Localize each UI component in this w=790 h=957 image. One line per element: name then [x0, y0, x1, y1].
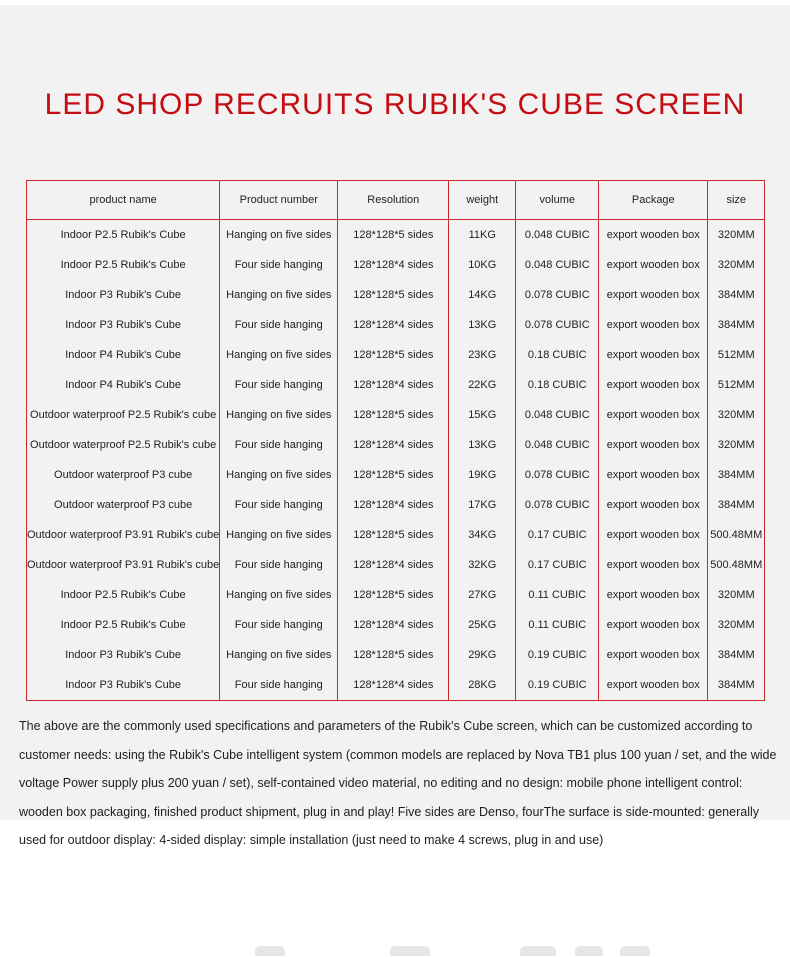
cell-resolution: 128*128*4 sides: [338, 610, 449, 640]
cell-weight: 14KG: [449, 280, 516, 310]
cell-weight: 28KG: [449, 670, 516, 701]
cell-product-name: Indoor P2.5 Rubik's Cube: [27, 250, 220, 280]
cell-size: 320MM: [717, 619, 755, 631]
cell-resolution: 128*128*4 sides: [338, 490, 449, 520]
cell-product-number: Four side hanging: [220, 550, 338, 580]
cell-size: 384MM: [717, 469, 755, 481]
table-row: [27, 400, 765, 430]
cell-package: export wooden box: [599, 610, 708, 640]
cell-volume: 0.17 CUBIC: [516, 550, 599, 580]
table-row: [27, 580, 765, 610]
table-body: [27, 220, 765, 701]
header-resolution: Resolution: [338, 181, 449, 220]
cell-weight: 25KG: [449, 610, 516, 640]
cell-package: export wooden box: [599, 490, 708, 520]
next-section-peek: [0, 946, 790, 957]
cell-product-name: Indoor P4 Rubik's Cube: [27, 340, 220, 370]
cell-product-number: Four side hanging: [220, 370, 338, 400]
table-row: [27, 310, 765, 340]
cell-product-number: Hanging on five sides: [220, 220, 338, 251]
cell-volume: 0.078 CUBIC: [516, 280, 599, 310]
cell-product-number: Hanging on five sides: [220, 280, 338, 310]
cell-size: 320MM: [717, 259, 755, 271]
cell-product-name: Indoor P2.5 Rubik's Cube: [27, 220, 220, 251]
cell-volume: 0.048 CUBIC: [516, 250, 599, 280]
cell-size: 384MM: [717, 289, 755, 301]
cell-product-name: Indoor P3 Rubik's Cube: [27, 640, 220, 670]
cell-volume: 0.078 CUBIC: [516, 460, 599, 490]
cell-package: export wooden box: [599, 580, 708, 610]
cell-volume: 0.11 CUBIC: [516, 610, 599, 640]
cell-weight: 13KG: [449, 430, 516, 460]
cell-product-name: Indoor P2.5 Rubik's Cube: [27, 610, 220, 640]
cell-resolution: 128*128*4 sides: [338, 430, 449, 460]
cell-product-number: Hanging on five sides: [220, 460, 338, 490]
cell-product-name: Outdoor waterproof P2.5 Rubik's cube: [27, 430, 220, 460]
cell-weight: 11KG: [449, 220, 516, 251]
cell-resolution: 128*128*5 sides: [338, 220, 449, 251]
cell-product-number: Four side hanging: [220, 490, 338, 520]
cell-resolution: 128*128*4 sides: [338, 670, 449, 701]
cell-size: 320MM: [717, 409, 755, 421]
cell-package: export wooden box: [599, 430, 708, 460]
table-header-row: [27, 181, 765, 220]
cell-volume: 0.11 CUBIC: [516, 580, 599, 610]
table-row: [27, 370, 765, 400]
cell-size: 500.48MM: [710, 559, 763, 571]
table-row: [27, 520, 765, 550]
cell-product-number: Hanging on five sides: [220, 340, 338, 370]
cell-product-number: Four side hanging: [220, 310, 338, 340]
cell-size: 384MM: [717, 649, 755, 661]
cell-package: export wooden box: [599, 670, 708, 701]
cell-resolution: 128*128*4 sides: [338, 550, 449, 580]
cell-size: 320MM: [717, 229, 755, 241]
table-row: [27, 610, 765, 640]
cell-weight: 10KG: [449, 250, 516, 280]
cell-package: export wooden box: [599, 520, 708, 550]
cell-volume: 0.18 CUBIC: [516, 370, 599, 400]
header-product-name: product name: [27, 181, 220, 220]
cell-resolution: 128*128*5 sides: [338, 280, 449, 310]
table-row: [27, 640, 765, 670]
cell-product-name: Indoor P2.5 Rubik's Cube: [27, 580, 220, 610]
cell-size: 500.48MM: [710, 529, 763, 541]
cell-size: 320MM: [717, 589, 755, 601]
header-weight: weight: [449, 181, 516, 220]
table-row: [27, 280, 765, 310]
table-row: [27, 490, 765, 520]
cell-weight: 15KG: [449, 400, 516, 430]
cell-product-number: Four side hanging: [220, 250, 338, 280]
cell-product-number: Hanging on five sides: [220, 520, 338, 550]
cell-resolution: 128*128*4 sides: [338, 310, 449, 340]
cell-product-number: Four side hanging: [220, 610, 338, 640]
cell-weight: 29KG: [449, 640, 516, 670]
cell-package: export wooden box: [599, 460, 708, 490]
cell-resolution: 128*128*5 sides: [338, 340, 449, 370]
table-row: [27, 670, 765, 701]
cell-product-name: Indoor P3 Rubik's Cube: [27, 280, 220, 310]
cell-product-name: Indoor P4 Rubik's Cube: [27, 370, 220, 400]
cell-volume: 0.19 CUBIC: [516, 640, 599, 670]
cell-resolution: 128*128*5 sides: [338, 460, 449, 490]
cell-size: 384MM: [717, 319, 755, 331]
cell-size: 512MM: [717, 379, 755, 391]
page-title: LED SHOP RECRUITS RUBIK'S CUBE SCREEN: [44, 88, 746, 121]
cell-package: export wooden box: [599, 340, 708, 370]
cell-volume: 0.048 CUBIC: [516, 220, 599, 251]
table-row: [27, 550, 765, 580]
cell-package: export wooden box: [599, 280, 708, 310]
cell-volume: 0.078 CUBIC: [516, 310, 599, 340]
cell-package: export wooden box: [599, 640, 708, 670]
cell-package: export wooden box: [599, 550, 708, 580]
header-product-number: Product number: [220, 181, 338, 220]
cell-product-number: Hanging on five sides: [220, 400, 338, 430]
cell-volume: 0.048 CUBIC: [516, 400, 599, 430]
cell-size: 512MM: [717, 349, 755, 361]
cell-resolution: 128*128*5 sides: [338, 640, 449, 670]
cell-package: export wooden box: [599, 370, 708, 400]
cell-weight: 27KG: [449, 580, 516, 610]
cell-package: export wooden box: [599, 250, 708, 280]
cell-size: 384MM: [717, 679, 755, 691]
cell-product-name: Indoor P3 Rubik's Cube: [27, 670, 220, 701]
cell-weight: 17KG: [449, 490, 516, 520]
cell-weight: 32KG: [449, 550, 516, 580]
cell-resolution: 128*128*5 sides: [338, 580, 449, 610]
cell-resolution: 128*128*4 sides: [338, 370, 449, 400]
cell-size: 384MM: [717, 499, 755, 511]
cell-product-name: Indoor P3 Rubik's Cube: [27, 310, 220, 340]
cell-resolution: 128*128*4 sides: [338, 250, 449, 280]
cell-resolution: 128*128*5 sides: [338, 520, 449, 550]
header-volume: volume: [516, 181, 599, 220]
cell-volume: 0.17 CUBIC: [516, 520, 599, 550]
table-row: [27, 220, 765, 251]
cell-product-name: Outdoor waterproof P3.91 Rubik's cube: [27, 520, 220, 550]
cell-volume: 0.048 CUBIC: [516, 430, 599, 460]
table-row: [27, 340, 765, 370]
cell-weight: 22KG: [449, 370, 516, 400]
cell-weight: 34KG: [449, 520, 516, 550]
cell-volume: 0.078 CUBIC: [516, 490, 599, 520]
cell-product-name: Outdoor waterproof P3.91 Rubik's cube: [27, 550, 220, 580]
cell-product-name: Outdoor waterproof P3 cube: [27, 460, 220, 490]
cell-resolution: 128*128*5 sides: [338, 400, 449, 430]
header-size: size: [708, 181, 765, 220]
cell-volume: 0.18 CUBIC: [516, 340, 599, 370]
cell-size: 320MM: [717, 439, 755, 451]
cell-product-number: Hanging on five sides: [220, 580, 338, 610]
cell-product-number: Hanging on five sides: [220, 640, 338, 670]
spec-table: [26, 180, 765, 701]
cell-weight: 19KG: [449, 460, 516, 490]
table-row: [27, 250, 765, 280]
table-row: [27, 430, 765, 460]
cell-package: export wooden box: [599, 310, 708, 340]
header-package: Package: [599, 181, 708, 220]
cell-package: export wooden box: [599, 220, 708, 251]
cell-product-number: Four side hanging: [220, 670, 338, 701]
cell-weight: 23KG: [449, 340, 516, 370]
cell-package: export wooden box: [599, 400, 708, 430]
cell-product-number: Four side hanging: [220, 430, 338, 460]
cell-weight: 13KG: [449, 310, 516, 340]
cell-product-name: Outdoor waterproof P3 cube: [27, 490, 220, 520]
table-row: [27, 460, 765, 490]
cell-product-name: Outdoor waterproof P2.5 Rubik's cube: [27, 400, 220, 430]
cell-volume: 0.19 CUBIC: [516, 670, 599, 701]
description-text: The above are the commonly used specifications and parameters of the Rubik's Cube screen, which can be customized according to customer needs: using the Rubik's Cube intelligent system (common models are replaced by Nova TB1 plus 100 yuan / set, and the wide voltage Power supply plus 200 yuan / set), self-contained video material, no editing and no design: mobile phone intelligent control: wooden box packaging, finished product shipment, plug in and play! Five sides are Denso, fourThe surface is side-mounted: generally used for outdoor display: 4-sided display: simple installation (just need to make 4 screws, plug in and use): [19, 719, 777, 847]
